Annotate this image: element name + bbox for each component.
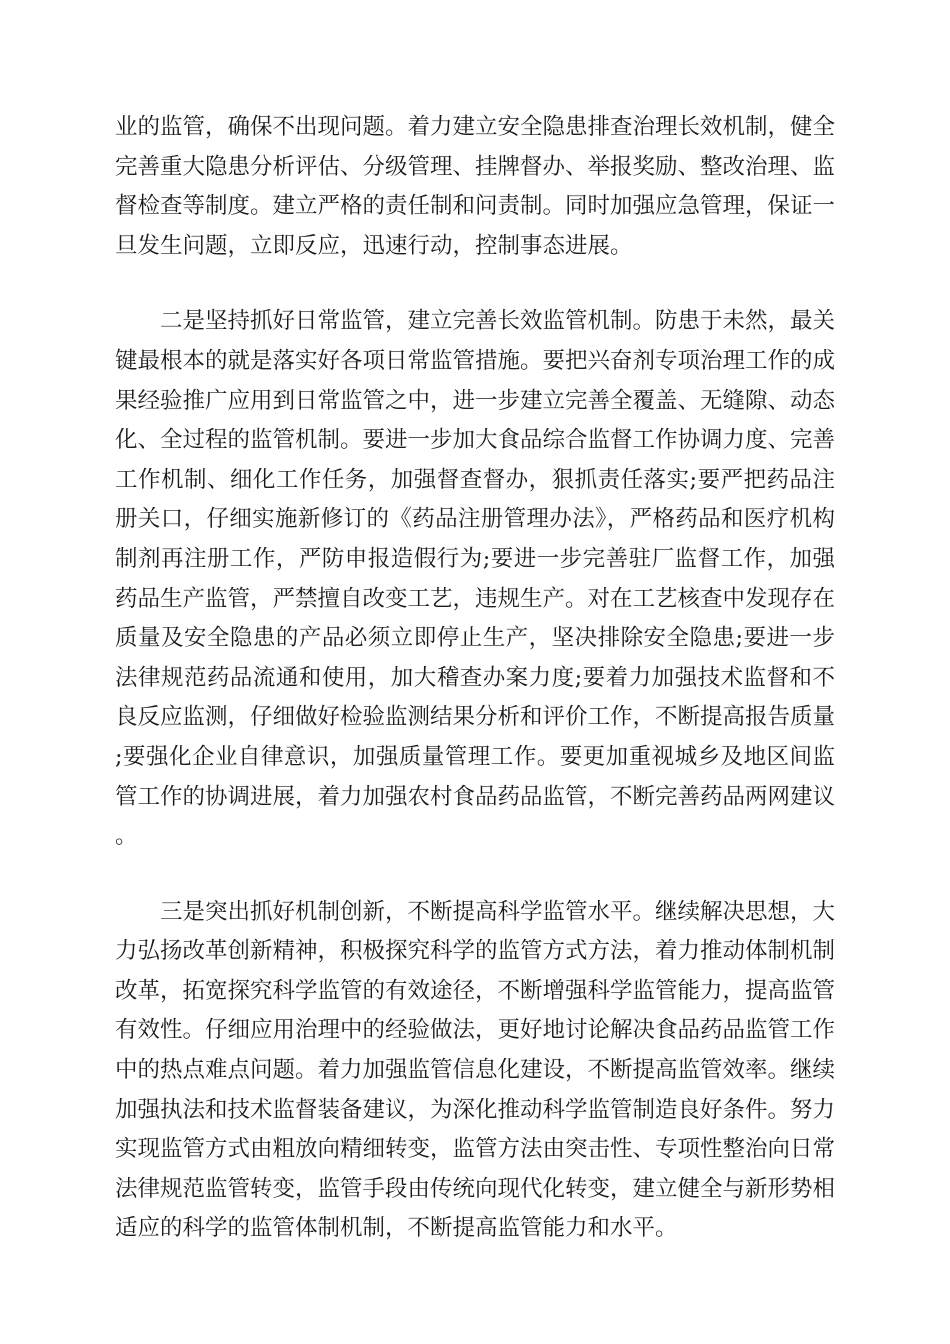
paragraph-2: 二是坚持抓好日常监管，建立完善长效监管机制。防患于未然，最关键最根本的就是落实好各项日常监管措施。要把兴奋剂专项治理工作的成果经验推广应用到日常监管之中，进一步建立完善全覆盖、无缝隙、动态化、全过程的监管机制。要进一步加大食品综合监督工作协调力度、完善工作机制、细化工作任务，加强督查督办，狠抓责任落实;要严把药品注册关口，仔细实施新修订的《药品注册管理办法》，严格药品和医疗机构制剂再注册工作，严防申报造假行为;要进一步完善驻厂监督工作，加强药品生产监管，严禁擅自改变工艺，违规生产。对在工艺核查中发现存在质量及安全隐患的产品必须立即停止生产，坚决排除安全隐患;要进一步法律规范药品流通和使用，加大稽查办案力度;要着力加强技术监督和不良反应监测，仔细做好检验监测结果分析和评价工作，不断提高报告质量;要强化企业自律意识，加强质量管理工作。要更加重视城乡及地区间监管工作的协调进展，着力加强农村食品药品监管，不断完善药品两网建议。 bbox=[115, 308, 836, 850]
paragraph-1: 业的监管，确保不出现问题。着力建立安全隐患排查治理长效机制，健全完善重大隐患分析评估、分级管理、挂牌督办、举报奖励、整改治理、监督检查等制度。建立严格的责任制和问责制。同时加强应急管理，保证一旦发生问题，立即反应，迅速行动，控制事态进展。 bbox=[115, 114, 836, 259]
paragraph-gap bbox=[115, 857, 835, 893]
paragraph-3: 三是突出抓好机制创新，不断提高科学监管水平。继续解决思想，大力弘扬改革创新精神，积极探究科学的监管方式方法，着力推动体制机制改革，拓宽探究科学监管的有效途径，不断增强科学监管能力，提高监管有效性。仔细应用治理中的经验做法，更好地讨论解决食品药品监管工作中的热点难点问题。着力加强监管信息化建设，不断提高监管效率。继续加强执法和技术监督装备建议，为深化推动科学监管制造良好条件。努力实现监管方式由粗放向精细转变，监管方法由突击性、专项性整治向日常法律规范监管转变，监管手段由传统向现代化转变，建立健全与新形势相适应的科学的监管体制机制，不断提高监管能力和水平。 bbox=[115, 898, 836, 1242]
document-body bbox=[115, 108, 835, 1249]
paragraph-gap bbox=[115, 266, 835, 302]
